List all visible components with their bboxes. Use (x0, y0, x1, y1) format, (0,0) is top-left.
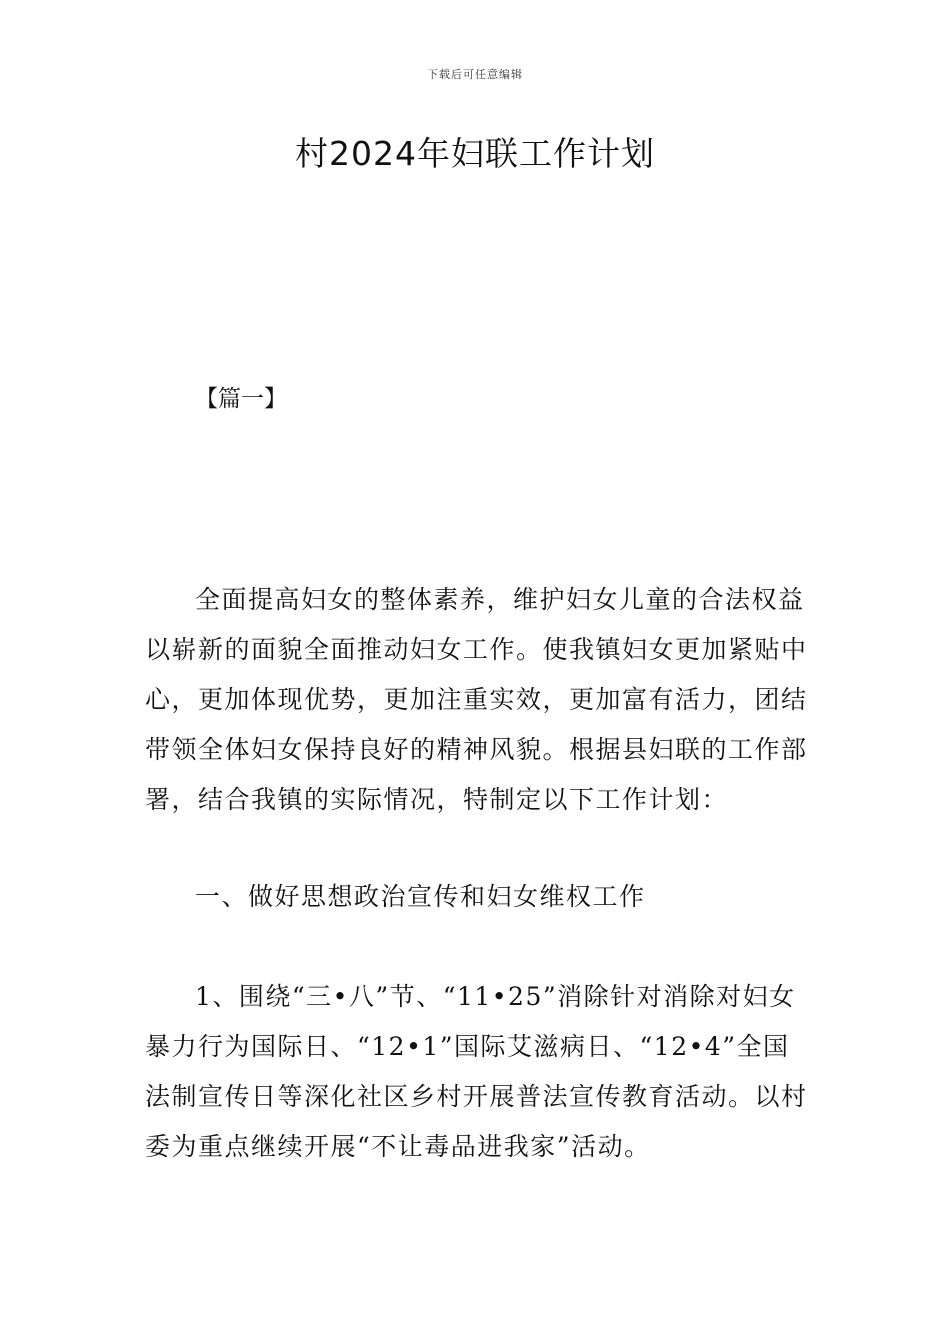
paragraph-line: 暴力行为国际日、“12•1”国际艾滋病日、“12•4”全国 (145, 1032, 790, 1061)
header-note: 下载后可任意编辑 (427, 68, 523, 81)
paragraph-line: 1、围绕“三•八”节、“11•25”消除针对消除对妇女 (195, 982, 796, 1011)
heading-text: 一、做好思想政治宣传和妇女维权工作 (195, 882, 646, 911)
paragraph-line: 以崭新的面貌全面推动妇女工作。使我镇妇女更加紧贴中 (145, 635, 808, 664)
paragraph-line: 全面提高妇女的整体素养，维护妇女儿童的合法权益 (195, 585, 805, 614)
section-heading (145, 872, 810, 922)
section-label: 【篇一】 (195, 386, 287, 412)
paragraph-intro (145, 575, 810, 825)
paragraph-line: 法制宣传日等深化社区乡村开展普法宣传教育活动。以村 (145, 1082, 808, 1111)
paragraph-item-1 (145, 972, 810, 1172)
paragraph-line: 委为重点继续开展“不让毒品进我家”活动。 (145, 1132, 651, 1161)
paragraph-line: 带领全体妇女保持良好的精神风貌。根据县妇联的工作部 (145, 735, 808, 764)
paragraph-line: 署，结合我镇的实际情况，特制定以下工作计划： (145, 785, 729, 814)
paragraph-line: 心，更加体现优势，更加注重实效，更加富有活力，团结 (145, 685, 808, 714)
document-title: 村2024年妇联工作计划 (295, 134, 655, 173)
